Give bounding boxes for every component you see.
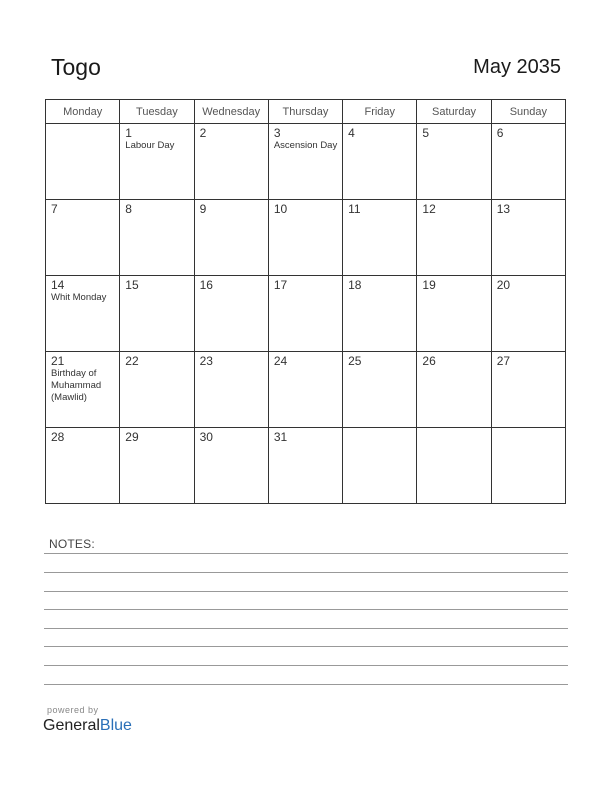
holiday-label: Labour Day (125, 140, 175, 151)
day-number: 10 (273, 202, 288, 216)
day-number: 31 (273, 430, 288, 444)
week-row (46, 428, 566, 504)
weekday-header: Sunday (491, 100, 565, 124)
day-number: 8 (125, 202, 132, 216)
notes-line (44, 572, 568, 573)
day-number: 22 (125, 354, 139, 368)
day-number: 21 (51, 354, 65, 368)
day-cell (120, 352, 194, 428)
day-cell (268, 276, 342, 352)
day-cell (491, 352, 565, 428)
day-cell (194, 200, 268, 276)
holiday-label: Ascension Day (273, 140, 338, 151)
day-cell (268, 124, 342, 200)
day-number: 18 (348, 278, 362, 292)
notes-line (44, 609, 568, 610)
day-cell (46, 200, 120, 276)
day-number: 25 (348, 354, 362, 368)
day-cell (194, 276, 268, 352)
day-cell (343, 200, 417, 276)
day-number: 16 (199, 278, 213, 292)
day-cell (417, 200, 491, 276)
day-number: 2 (199, 126, 207, 140)
week-row (46, 124, 566, 200)
weekday-header: Wednesday (194, 100, 268, 124)
notes-line (44, 665, 568, 666)
day-number: 23 (199, 354, 213, 368)
day-number: 30 (199, 430, 213, 444)
weekday-header: Thursday (268, 100, 342, 124)
day-number: 20 (496, 278, 511, 292)
country-title: Togo (51, 54, 101, 80)
day-cell (268, 352, 342, 428)
day-number: 13 (496, 202, 511, 216)
day-number: 6 (496, 126, 504, 140)
notes-line (44, 628, 568, 629)
holiday-label: Birthday of Muhammad (Mawlid) (51, 368, 102, 403)
notes-line (44, 646, 568, 647)
brand-blue: Blue (99, 717, 132, 734)
week-row (46, 352, 566, 428)
day-number: 27 (496, 354, 511, 368)
notes-line (44, 591, 568, 592)
day-cell (46, 428, 120, 504)
brand-general: General (43, 717, 100, 734)
powered-by-label: powered by (47, 705, 99, 715)
day-cell (343, 276, 417, 352)
day-number: 1 (125, 126, 132, 140)
day-cell (120, 428, 194, 504)
day-cell (194, 124, 268, 200)
weekday-header-row (46, 100, 566, 124)
brand-logo (43, 717, 132, 735)
day-number: 29 (125, 430, 139, 444)
day-number: 26 (422, 354, 436, 368)
day-number: 11 (348, 202, 361, 216)
week-row (46, 200, 566, 276)
day-number: 12 (422, 202, 436, 216)
day-number: 14 (51, 278, 65, 292)
day-cell (343, 428, 417, 504)
day-number: 5 (422, 126, 430, 140)
day-cell (194, 428, 268, 504)
day-cell (120, 124, 194, 200)
day-number: 4 (348, 126, 355, 140)
day-number: 24 (273, 354, 288, 368)
notes-label: NOTES: (49, 537, 95, 551)
day-cell (491, 428, 565, 504)
month-year-title: May 2035 (473, 56, 561, 78)
day-cell (417, 352, 491, 428)
day-number: 3 (273, 126, 281, 140)
day-cell (343, 124, 417, 200)
day-cell (46, 352, 120, 428)
day-cell (120, 200, 194, 276)
day-number: 15 (125, 278, 139, 292)
day-cell (268, 200, 342, 276)
day-number: 17 (273, 278, 288, 292)
day-cell (491, 276, 565, 352)
day-cell (343, 352, 417, 428)
notes-line (44, 684, 568, 685)
weekday-header: Saturday (417, 100, 491, 124)
day-number: 19 (422, 278, 436, 292)
day-number: 28 (51, 430, 65, 444)
day-cell (491, 200, 565, 276)
day-cell (268, 428, 342, 504)
calendar-grid (45, 99, 566, 504)
day-number: 9 (199, 202, 207, 216)
weekday-header: Tuesday (120, 100, 194, 124)
week-row (46, 276, 566, 352)
weekday-header: Monday (46, 100, 120, 124)
day-cell (491, 124, 565, 200)
weekday-header: Friday (343, 100, 417, 124)
day-cell (46, 276, 120, 352)
notes-line (44, 553, 568, 554)
day-cell (417, 428, 491, 504)
day-cell (417, 276, 491, 352)
day-cell (194, 352, 268, 428)
day-number: 7 (51, 202, 58, 216)
holiday-label: Whit Monday (51, 292, 107, 303)
day-cell (46, 124, 120, 200)
day-cell (417, 124, 491, 200)
day-cell (120, 276, 194, 352)
